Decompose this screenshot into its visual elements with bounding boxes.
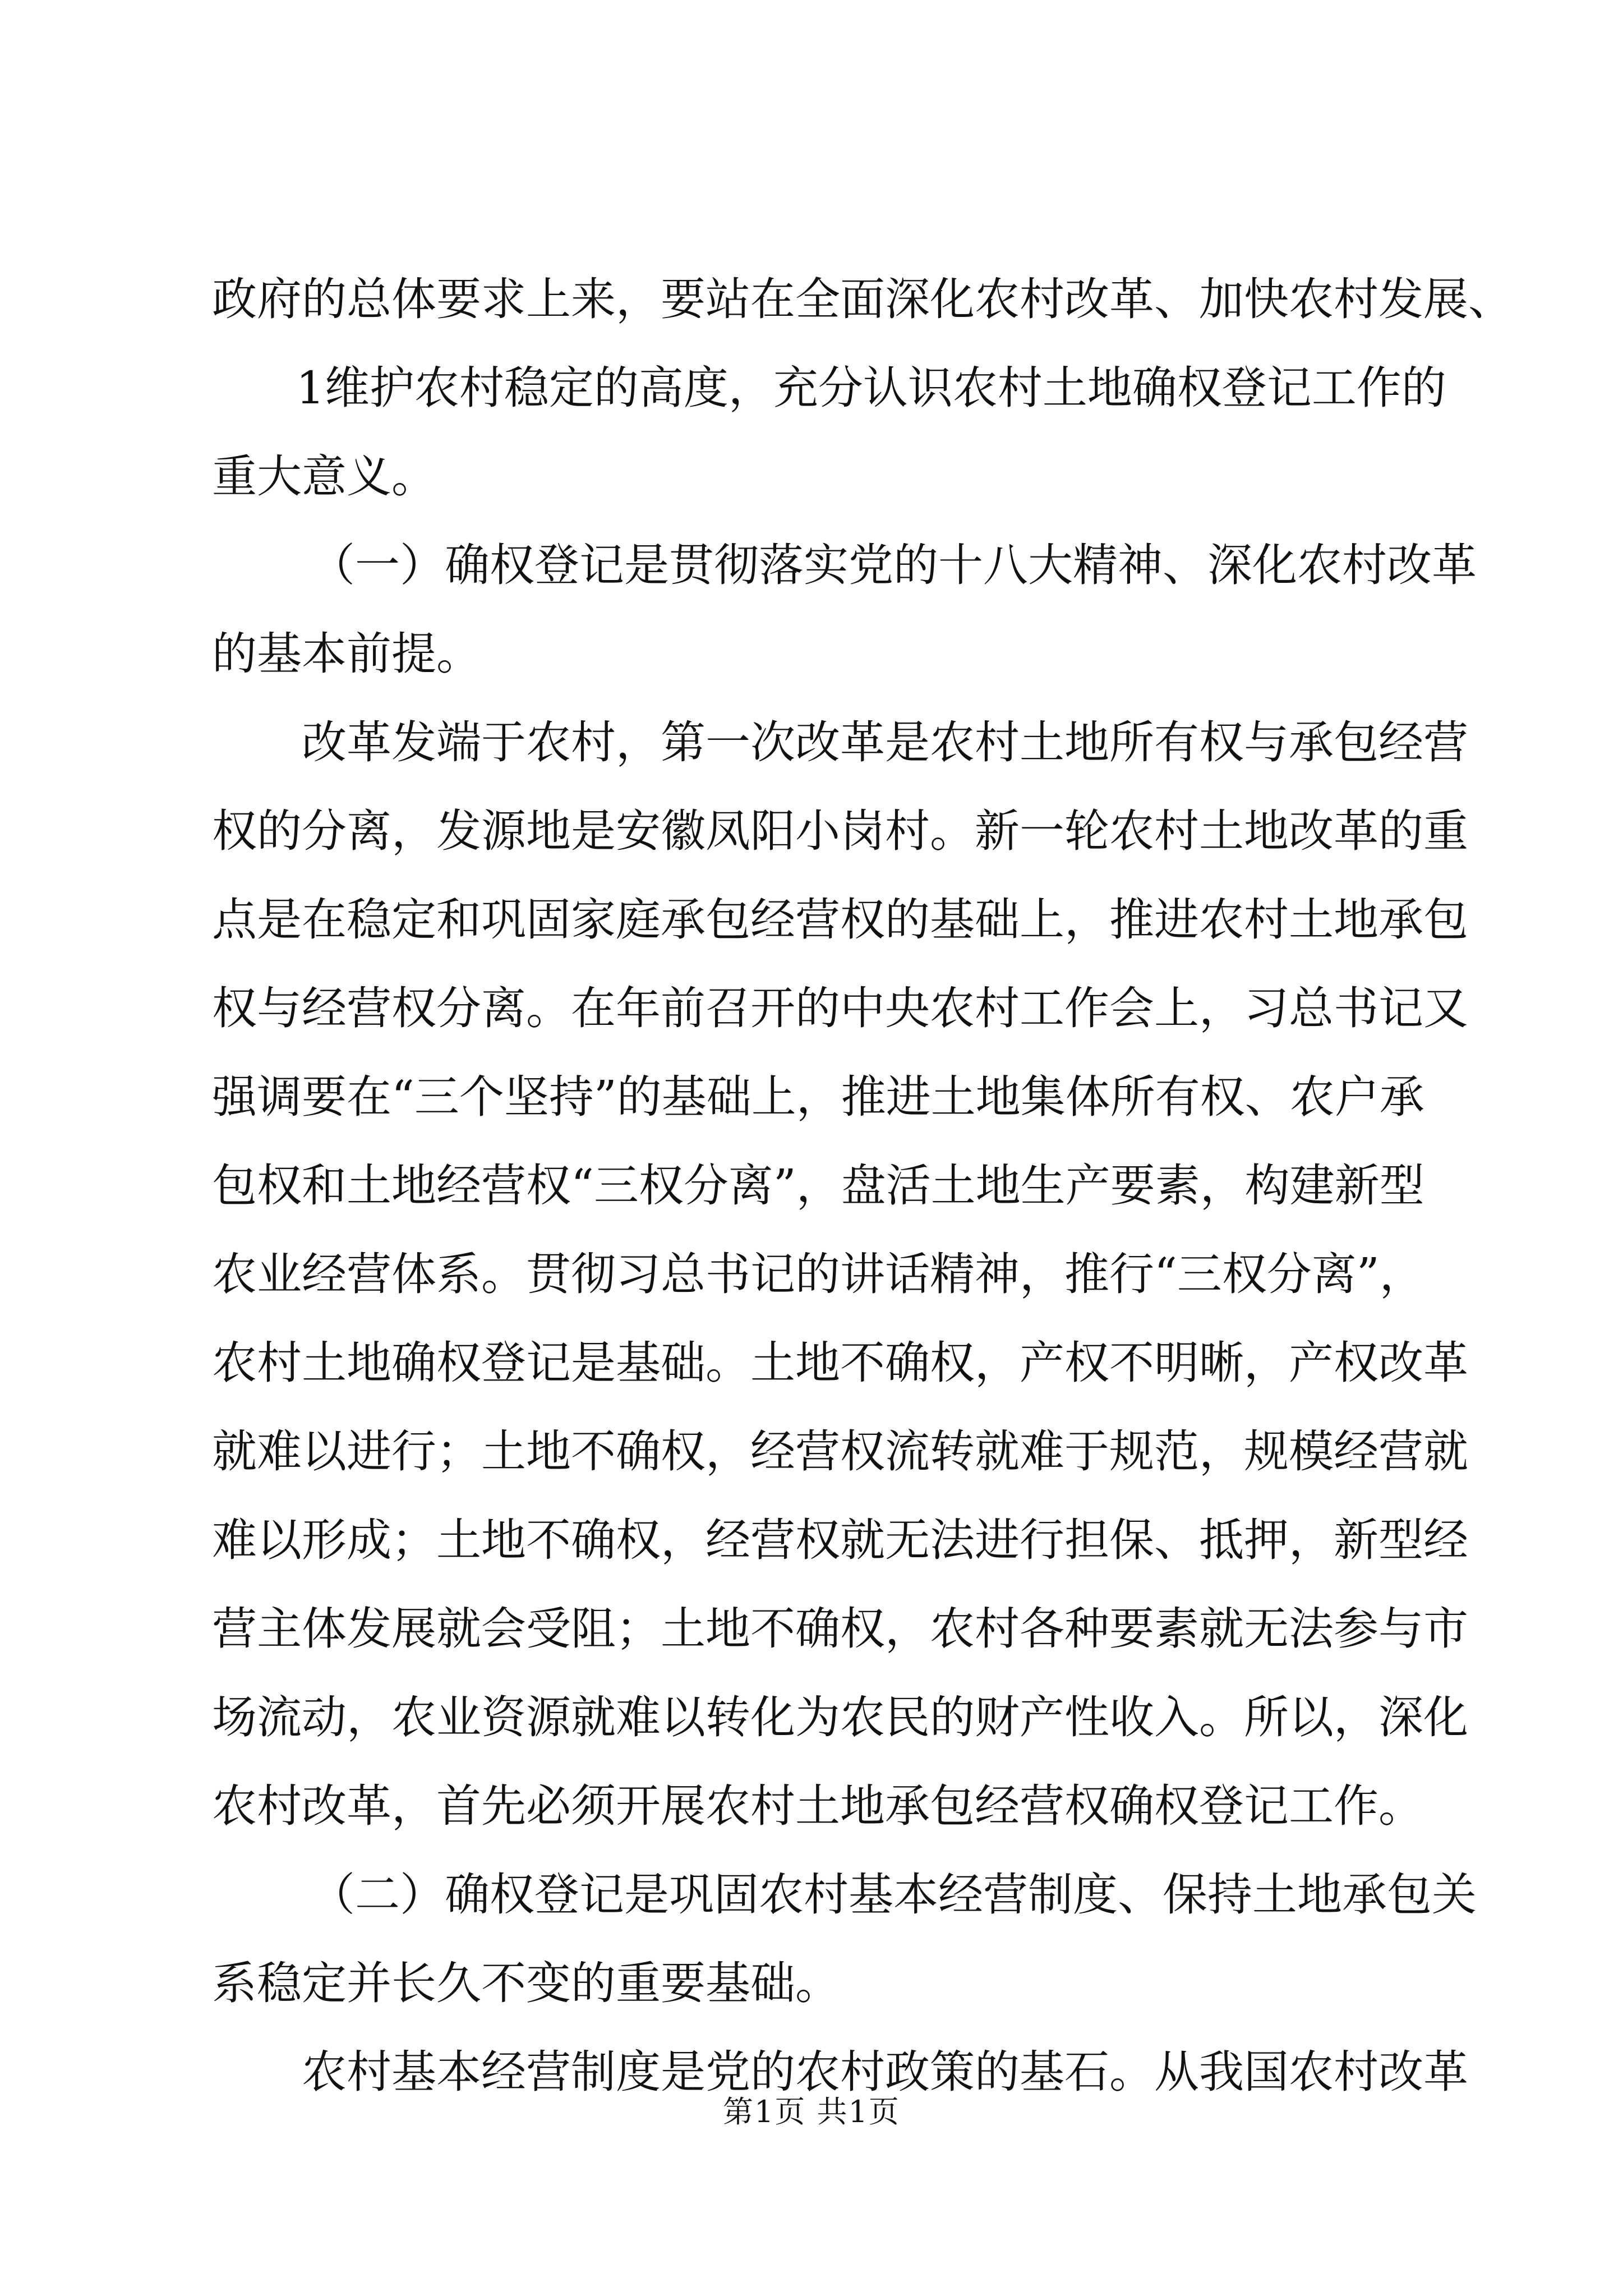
body-line: 农村土地确权登记是基础。土地不确权，产权不明晰，产权改革 <box>212 1337 1468 1389</box>
body-line: 包权和土地经营权“三权分离”，盘活土地生产要素，构建新型 <box>212 1159 1424 1212</box>
body-line: 农村改革，首先必须开展农村土地承包经营权确权登记工作。 <box>212 1780 1423 1832</box>
section-heading-line: （二）确权登记是巩固农村基本经营制度、保持土地承包关 <box>310 1869 1477 1921</box>
body-line: 重大意义。 <box>212 450 436 503</box>
body-line: 强调要在“三个坚持”的基础上，推进土地集体所有权、农户承 <box>212 1071 1424 1123</box>
body-line: 政府的总体要求上来，要站在全面深化农村改革、加快农村发展、 <box>212 273 1513 325</box>
body-line: 营主体发展就会受阻；土地不确权，农村各种要素就无法参与市 <box>212 1603 1468 1655</box>
body-line: 农业经营体系。贯彻习总书记的讲话精神，推行“三权分离”， <box>212 1248 1424 1300</box>
section-heading-line: 系稳定并长久不变的重要基础。 <box>212 1957 840 2009</box>
body-line: 点是在稳定和巩固家庭承包经营权的基础上，推进农村土地承包 <box>212 894 1468 946</box>
body-line: 就难以进行；土地不确权，经营权流转就难于规范，规模经营就 <box>212 1425 1468 1478</box>
body-line: 权的分离，发源地是安徽凤阳小岗村。新一轮农村土地改革的重 <box>212 805 1468 857</box>
page-number-footer: 第1页 共1页 <box>723 2094 900 2129</box>
body-line: 改革发端于农村，第一次改革是农村土地所有权与承包经营 <box>302 716 1468 769</box>
body-line: 场流动，农业资源就难以转化为农民的财产性收入。所以，深化 <box>212 1691 1468 1743</box>
document-body <box>212 255 1513 2116</box>
body-line: 难以形成；土地不确权，经营权就无法进行担保、抵押，新型经 <box>212 1514 1468 1566</box>
section-heading-line: 的基本前提。 <box>212 628 481 680</box>
section-heading-line: （一）确权登记是贯彻落实党的十八大精神、深化农村改革 <box>310 539 1477 591</box>
body-line: 农村基本经营制度是党的农村政策的基石。从我国农村改革 <box>302 2046 1468 2098</box>
body-line: 1维护农村稳定的高度，充分认识农村土地确权登记工作的 <box>296 362 1446 414</box>
body-line: 权与经营权分离。在年前召开的中央农村工作会上，习总书记又 <box>212 982 1468 1034</box>
